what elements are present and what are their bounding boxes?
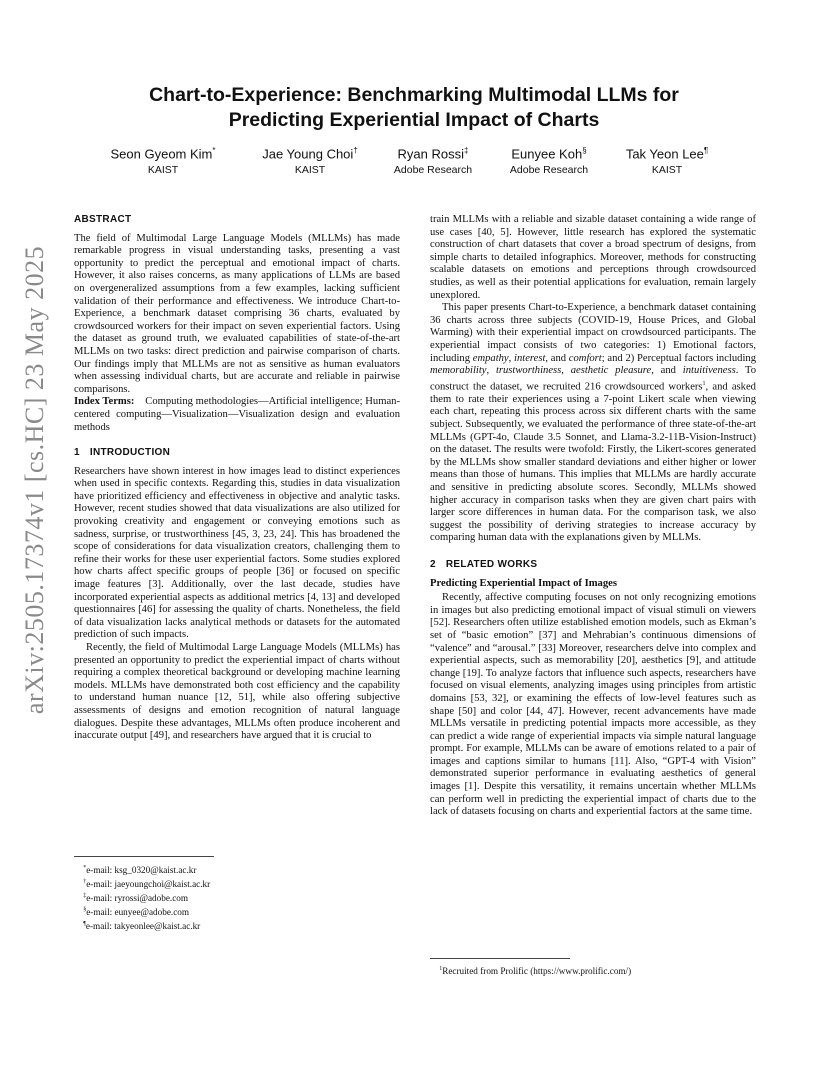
index-terms-label: Index Terms: xyxy=(74,396,135,408)
footnote-text: Recruited from Prolific (https://www.prolific.com/) xyxy=(442,966,632,977)
author-1 xyxy=(88,143,238,178)
author-affiliation: Adobe Research xyxy=(393,164,473,177)
author-5 xyxy=(592,143,742,178)
author-affiliation: KAIST xyxy=(147,164,179,177)
author-mark: § xyxy=(582,146,587,155)
footnote-email-1: *e-mail: ksg_0320@kaist.ac.kr xyxy=(83,865,197,876)
right-column xyxy=(430,214,756,819)
author-name: Eunyee Koh xyxy=(511,146,583,162)
arxiv-stamp-text: arXiv:2505.17374v1 [cs.HC] 23 May 2025 xyxy=(20,245,49,715)
subsection-heading: Predicting Experiential Impact of Images xyxy=(430,577,617,589)
abstract-heading: ABSTRACT xyxy=(74,214,132,225)
footnote-email-3: ‡e-mail: ryrossi@adobe.com xyxy=(83,893,189,904)
section-title: RELATED WORKS xyxy=(445,558,538,570)
footnote-rule xyxy=(430,958,570,959)
left-column xyxy=(74,214,400,743)
index-terms xyxy=(74,396,400,434)
intro-paragraph-2-continued: train MLLMs with a reliable and sizable dataset containing a wide range of use cases [40, 5]. However, little research has explored the systematic construction of chart datasets that cover a broad spectrum of designs, from simple charts to detailed infographics. Moreover, methods for constructing scalable datasets on emotions and perceptions through crowdsourced studies, as well as their potential applications for evaluation, remain largely unexplored. xyxy=(430,214,756,301)
arxiv-stamp xyxy=(14,245,56,715)
title-line-1: Chart-to-Experience: Benchmarking Multimodal LLMs for xyxy=(149,84,679,106)
section-title: INTRODUCTION xyxy=(89,447,171,459)
index-terms-text: Computing methodologies—Artificial intelligence; Human-centered computing—Visualization—Visualization design and evaluation methods xyxy=(74,396,400,433)
footnote-email-5: ¶e-mail: takyeonlee@kaist.ac.kr xyxy=(83,921,201,932)
section-2-heading xyxy=(430,559,756,572)
prolific-footnote xyxy=(430,958,756,977)
author-footnotes xyxy=(74,856,400,932)
author-name: Jae Young Choi xyxy=(262,146,354,162)
author-mark: † xyxy=(353,146,358,155)
footnote-ref: 1 xyxy=(702,380,706,387)
intro-paragraph-3: This paper presents Chart-to-Experience, a benchmark dataset containing 36 charts across three subjects (COVID-19, House Prices, and Global Warming) with their experiential impact on crowdsourced participants. The experiential impact consists of two categories: 1) Emotional factors, including empathy, interest, and comfort; and 2) Perceptual factors including memorability, trustworthiness, aesthetic pleasure, and intuitiveness. To construct the dataset, we recruited 216 crowdsourced workers$^1$, and asked them to rate their experiences using a 7-point Likert scale when viewing each chart, repeating this process across six different charts with the same subject. Subsequently, we evaluated the performance of three state-of-the-art MLLMs (GPT-4o, Claude 3.5 Sonnet, and Llama-3.2-11B-Vision-Instruct) on the dataset. The results were twofold: Firstly, the Likert-scores generated by the MLLMs show smaller standard deviations and either higher or lower means than those of humans. This implies that MLLMs are hardly accurate and sensitive in predicting absolute scores. Secondly, MLLMs showed higher accuracy in comparison tasks when they are given chart pairs with larger score differences in human data. For the comparison task, we also suggest the possibility of deriving strategies to increase accuracy by comparing human data with the explanations given by MLLMs. xyxy=(430,302,757,544)
footnote-mark: 1 xyxy=(439,966,443,972)
title-line-2: Predicting Experiential Impact of Charts xyxy=(228,109,600,131)
related-works-paragraph: Recently, affective computing focuses on not only recognizing emotions in images but also predicting emotional impact of visual stimuli on viewers [52]. Researchers often utilize established emotion models, such as Ekman’s set of “basic emotion” [37] and Mehrabian’s continuous dimensions of “valence” and “arousal.” [33] Moreover, researchers delve into complex and experiential aspects, such as memorability [20], aesthetics [9], and attitude change [19]. To analyze factors that influence such aspects, researchers have focused on visual elements, analyzing images using principles from artistic domains [53, 32], or examining the effects of low-level features such as shape [50] and color [44, 47]. However, recent advancements have made MLLMs versatile in predicting potential impacts more accessible, as they can predict a wide range of experiential impacts via simple natural language prompt. For example, MLLMs can be aware of emotions related to a pair of images and captions similar to humans [11]. Also, “GPT-4 with Vision” demonstrated superior performance in evaluating aesthetics of general images [1]. Despite this versatility, it remains uncertain whether MLLMs can perform well in predicting the experiential impact of charts due to the lack of datasets focusing on charts and experiential factors at the same time. xyxy=(430,592,756,818)
author-affiliation: Adobe Research xyxy=(509,164,589,177)
intro-paragraph-1: Researchers have shown interest in how images lead to distinct experiences when used in specific contexts. Regarding this, studies in data visualization have prioritized efficiency and effectiveness in objective and analytic tasks. However, recent studies showed that data visualizations are also utilized for provoking creativity and engagement or conveying emotions such as sadness, surprise, or trustworthiness [45, 3, 23, 24]. This has broadened the scope of considerations for data visualization creators, challenging them to refine their works for these user experiential factors. Some studies explored how charts affect specific groups of people [36] or focused on specific image features [3]. Additionally, over the last decade, studies have incorporated experiential aspects as additional metrics [4, 13] and developed questionnaires [46] for assessing the quality of charts. Nonetheless, the field of data visualization lacks analytical methods or datasets for the automated prediction of such impacts. xyxy=(74,465,400,641)
footnote-rule xyxy=(74,856,214,857)
section-number: 1 xyxy=(74,447,80,459)
author-mark: ‡ xyxy=(464,146,469,155)
author-mark: ¶ xyxy=(703,146,709,155)
intro-paragraph-2: Recently, the field of Multimodal Large Language Models (MLLMs) has presented an opportunity to predict the experiential impact of charts without requiring a complex theoretical background or developing machine learning models. MLLMs have demonstrated both cost efficiency and the capability to understand human nuance [12, 51], while also offering subjective assessments of designs and emotion recognition of natural language dialogues. Despite these advantages, MLLMs often produce incoherent and inaccurate output [49], and researchers have argued that it is crucial to xyxy=(74,642,400,742)
footnote-email-4: §e-mail: eunyee@adobe.com xyxy=(83,907,190,918)
section-number: 2 xyxy=(430,558,436,570)
author-affiliation: KAIST xyxy=(294,164,326,177)
author-list xyxy=(100,143,760,183)
author-name: Seon Gyeom Kim xyxy=(110,146,213,162)
author-name: Ryan Rossi xyxy=(397,146,464,162)
abstract-text: The field of Multimodal Large Language Models (MLLMs) has made remarkable progress in visual understanding tasks, presenting a vast opportunity to predict the perceptual and emotional impact of charts. However, it also raises concerns, as many applications of LLMs are based on overgeneralized assumptions from a few examples, lacking sufficient validation of their performance and effectiveness. We introduce Chart-to-Experience, a benchmark dataset comprising 36 charts, evaluated by crowdsourced workers for their impact on seven experiential factors. Using the dataset as ground truth, we evaluated capabilities of state-of-the-art MLLMs on two tasks: direct prediction and pairwise comparison of charts. Our findings imply that MLLMs are not as sensitive as human evaluators when assessing individual charts, but are accurate and reliable in pairwise comparisons. xyxy=(74,232,400,395)
author-affiliation: KAIST xyxy=(651,164,683,177)
author-name: Tak Yeon Lee xyxy=(625,146,704,162)
paper-title xyxy=(100,83,728,133)
footnote-email-2: †e-mail: jaeyoungchoi@kaist.ac.kr xyxy=(83,879,211,890)
author-mark: * xyxy=(212,146,216,155)
section-1-heading xyxy=(74,447,400,460)
